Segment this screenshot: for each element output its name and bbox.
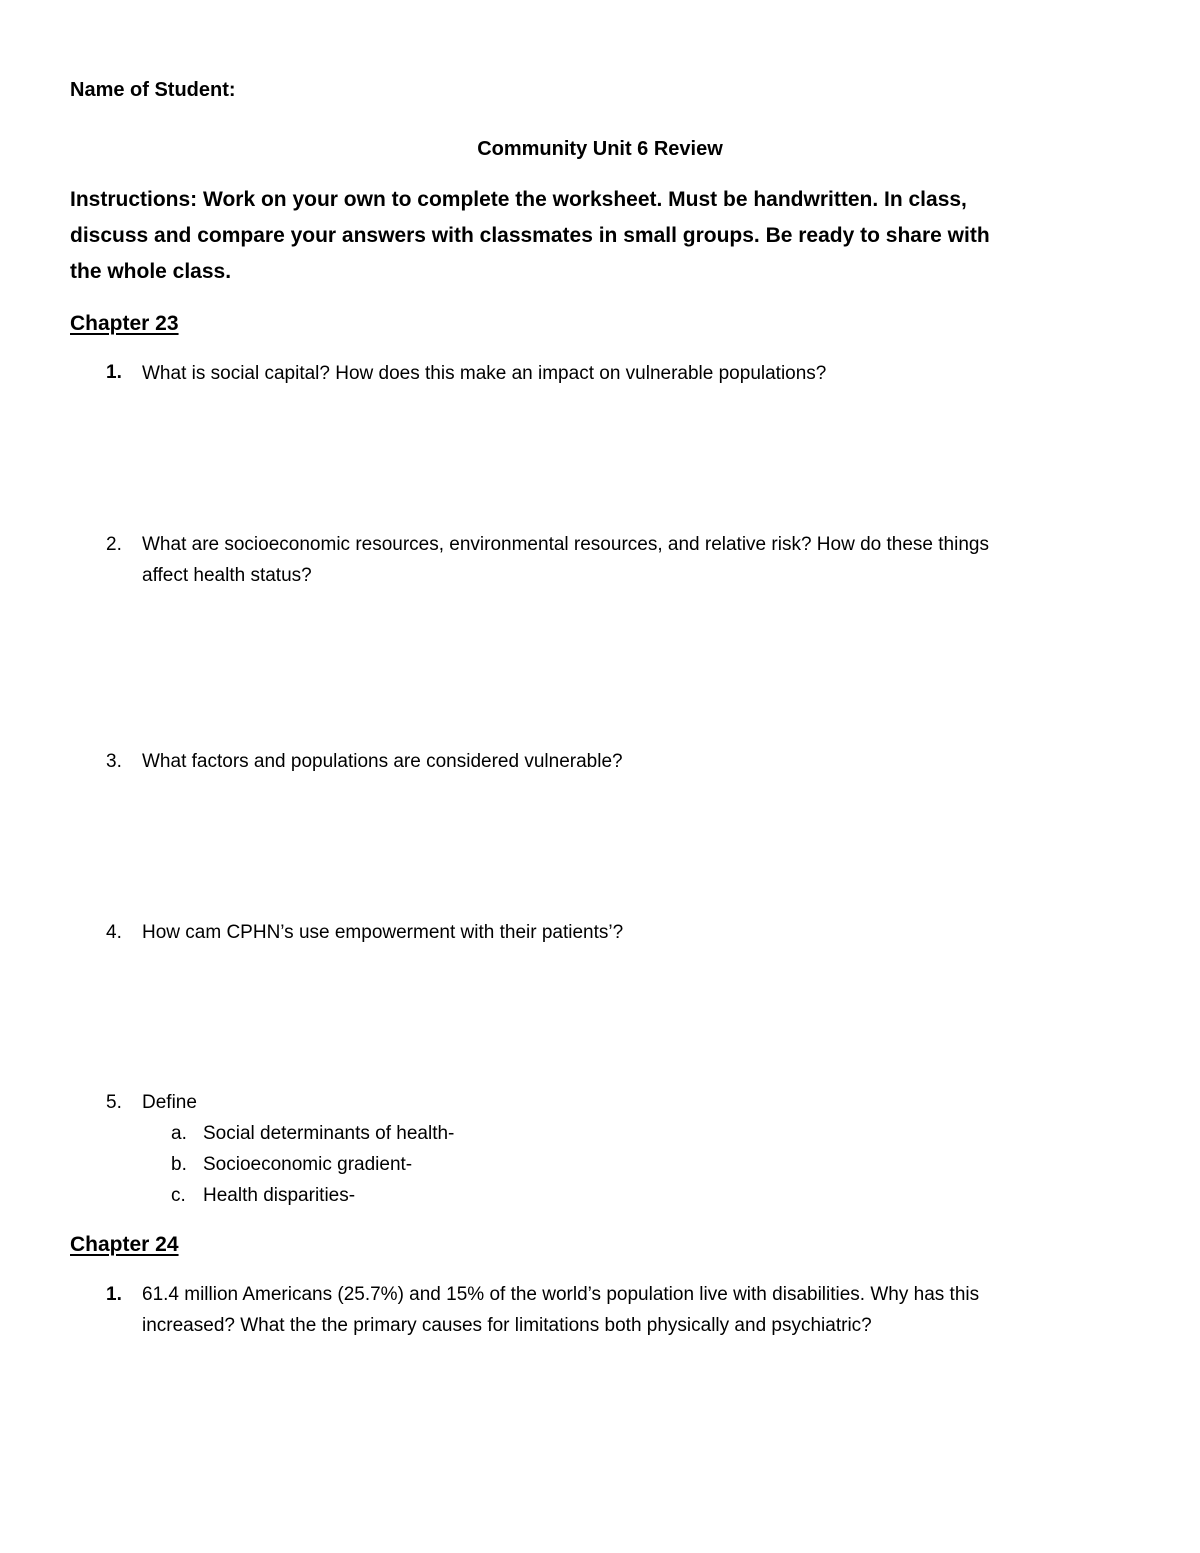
question-number: 5. [106, 1092, 122, 1113]
question-text: 61.4 million Americans (25.7%) and 15% of the world’s population live with disabilities. Why has this [142, 1284, 980, 1305]
chapter-24-heading: Chapter 24 [70, 1233, 179, 1256]
student-name-label: Name of Student: [70, 79, 236, 101]
sub-item-letter: a. [171, 1123, 187, 1144]
question-number: 4. [106, 922, 122, 943]
chapter-23-heading: Chapter 23 [70, 312, 179, 335]
question-number: 3. [106, 751, 122, 772]
question-text: What are socioeconomic resources, environmental resources, and relative risk? How do these things [142, 534, 989, 555]
sub-item-text: Socioeconomic gradient- [203, 1154, 413, 1175]
sub-item-letter: b. [171, 1154, 187, 1175]
question-number: 2. [106, 534, 122, 555]
question-text-continued: increased? What the the primary causes for limitations both physically and psychiatric? [142, 1315, 872, 1336]
question-number: 1. [106, 1284, 122, 1305]
instructions [70, 182, 990, 290]
question-text: Define [142, 1092, 197, 1113]
page-title: Community Unit 6 Review [477, 138, 723, 160]
question-text: What is social capital? How does this make an impact on vulnerable populations? [142, 363, 827, 384]
sub-item-text: Social determinants of health- [203, 1123, 455, 1144]
question-number: 1. [106, 362, 122, 383]
question-text: What factors and populations are considered vulnerable? [142, 751, 623, 772]
sub-item-text: Health disparities- [203, 1185, 356, 1206]
instructions-line: Instructions: Work on your own to complete the worksheet. Must be handwritten. In class, [70, 188, 967, 211]
instructions-line: the whole class. [70, 260, 232, 283]
question-text: How cam CPHN’s use empowerment with their patients’? [142, 922, 624, 943]
sub-item-letter: c. [171, 1185, 186, 1206]
instructions-line: discuss and compare your answers with classmates in small groups. Be ready to share with [70, 224, 990, 247]
question-text-continued: affect health status? [142, 565, 312, 586]
